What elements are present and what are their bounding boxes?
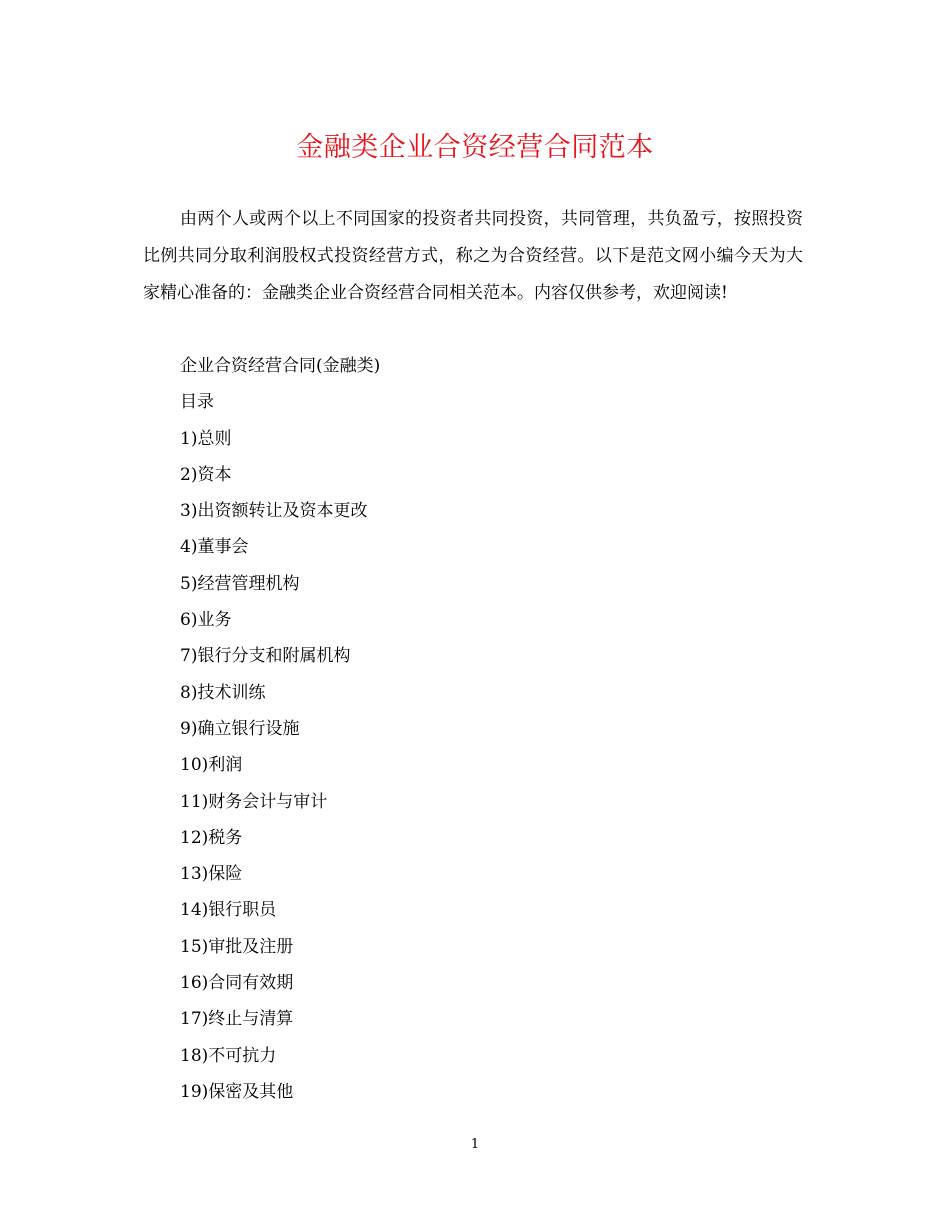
toc-item: 11)财务会计与审计: [180, 791, 328, 812]
toc-item: 3)出资额转让及资本更改: [180, 501, 368, 522]
toc-item: 16)合同有效期: [180, 973, 294, 994]
toc-item: 8)技术训练: [180, 682, 266, 703]
toc-item: 17)终止与清算: [180, 1009, 294, 1030]
document-title: 金融类企业合资经营合同范本: [296, 132, 654, 163]
toc-item: 1)总则: [180, 428, 232, 449]
toc-item: 7)银行分支和附属机构: [180, 646, 351, 667]
toc-heading: 目录: [180, 392, 214, 413]
contract-heading: 企业合资经营合同(金融类): [180, 356, 381, 376]
toc-item: 18)不可抗力: [180, 1045, 277, 1066]
toc-item: 15)审批及注册: [180, 936, 294, 957]
toc-item: 12)税务: [180, 827, 243, 848]
toc-item: 10)利润: [180, 755, 243, 776]
toc-item: 14)银行职员: [180, 900, 277, 921]
contents-block: [180, 348, 380, 1110]
toc-item: 6)业务: [180, 610, 232, 631]
toc-item: 4)董事会: [180, 537, 249, 558]
toc-item: 9)确立银行设施: [180, 718, 300, 739]
toc-item: 2)资本: [180, 464, 232, 485]
toc-item: 19)保密及其他: [180, 1081, 294, 1102]
page-number: 1: [470, 1137, 480, 1152]
intro-paragraph: 由两个人或两个以上不同国家的投资者共同投资，共同管理，共负盈亏，按照投资比例共同分取利润股权式投资经营方式，称之为合资经营。以下是范文网小编今天为大家精心准备的：金融类企业合资经营合同相关范本。内容仅供参考，欢迎阅读!: [143, 209, 803, 303]
toc-item: 5)经营管理机构: [180, 573, 300, 594]
toc-item: 13)保险: [180, 864, 243, 885]
